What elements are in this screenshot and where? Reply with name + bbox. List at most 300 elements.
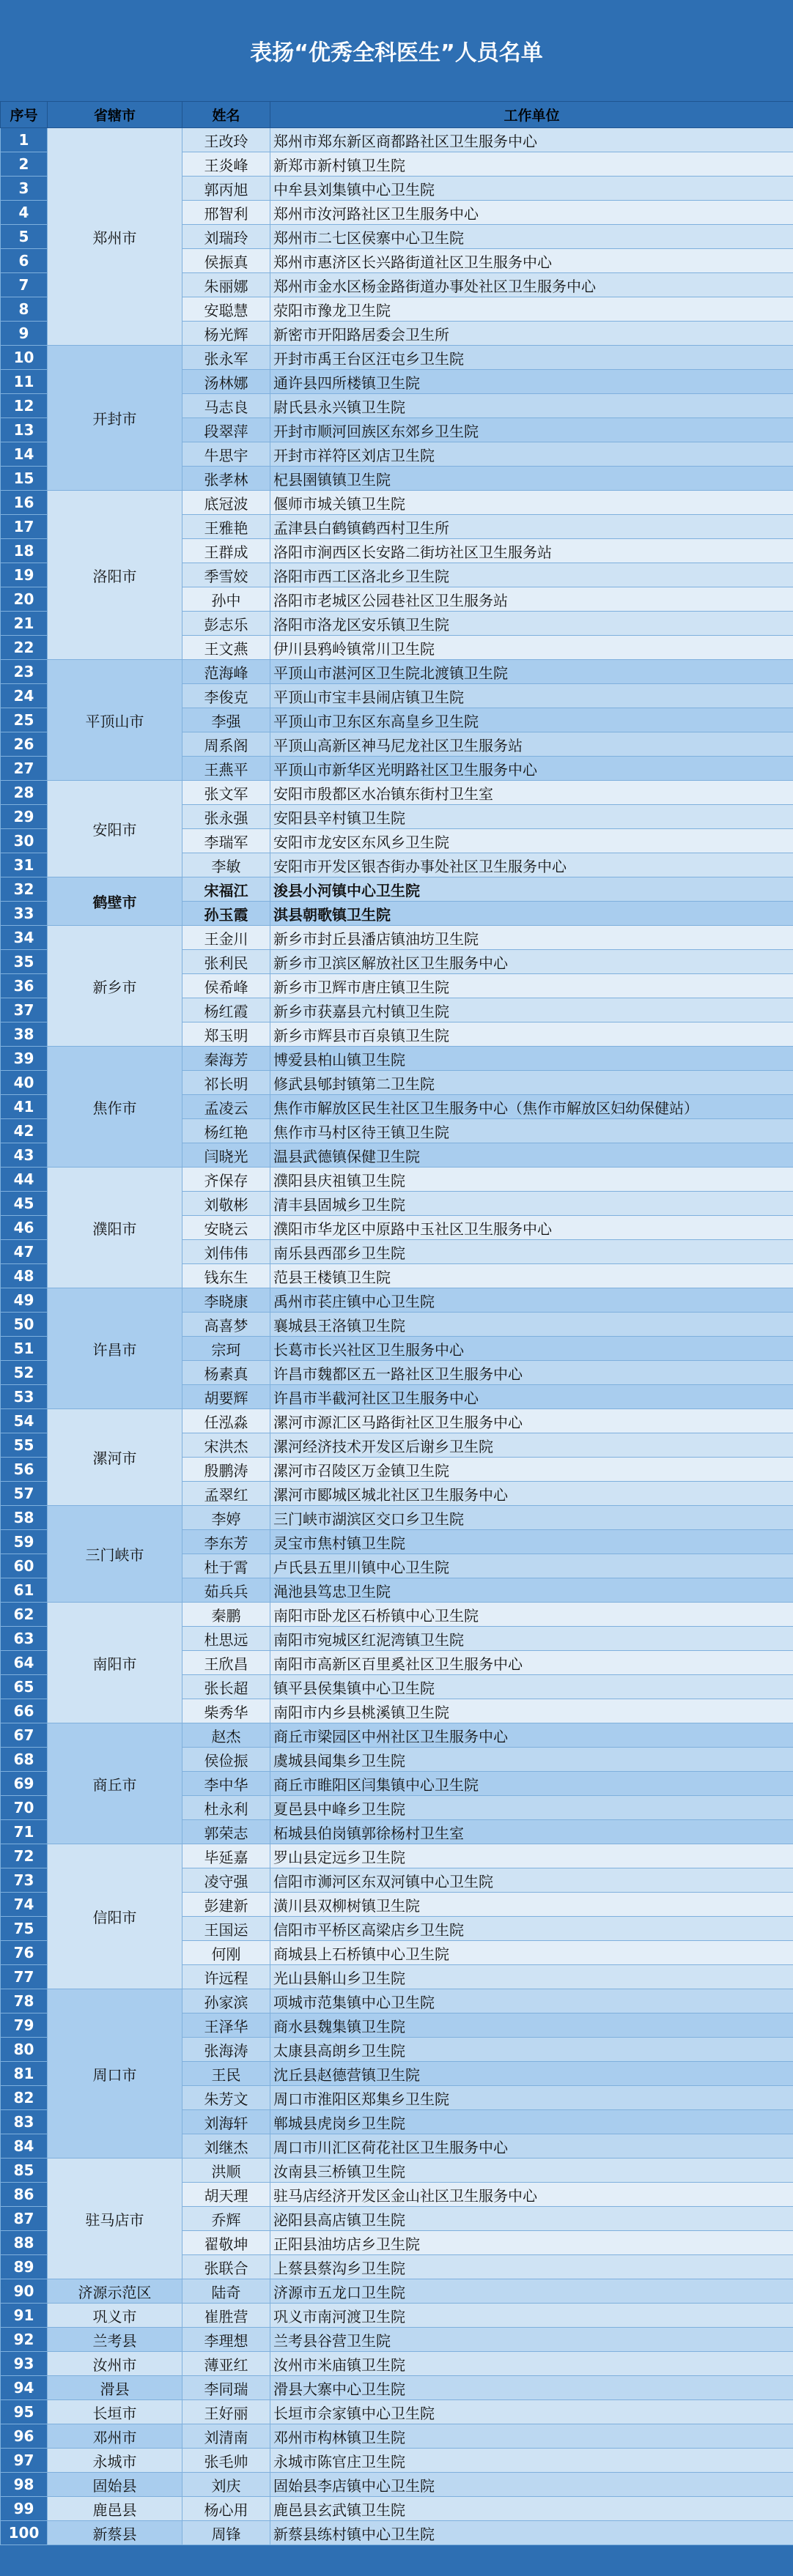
cell-no: 86 xyxy=(1,2183,48,2207)
cell-no: 100 xyxy=(1,2521,48,2545)
cell-name: 柴秀华 xyxy=(182,1699,270,1723)
cell-no: 17 xyxy=(1,515,48,539)
cell-name: 宋福江 xyxy=(182,877,270,902)
cell-name: 郑玉明 xyxy=(182,1022,270,1047)
cell-no: 93 xyxy=(1,2352,48,2376)
cell-name: 安聪慧 xyxy=(182,297,270,322)
cell-name: 朱芳文 xyxy=(182,2086,270,2110)
cell-no: 77 xyxy=(1,1965,48,1989)
cell-unit: 商水县魏集镇卫生院 xyxy=(270,2013,793,2038)
cell-no: 13 xyxy=(1,418,48,442)
cell-city: 焦作市 xyxy=(48,1047,182,1168)
table-row xyxy=(1,926,793,950)
cell-name: 宗珂 xyxy=(182,1337,270,1361)
cell-no: 79 xyxy=(1,2013,48,2038)
cell-unit: 开封市祥符区刘店卫生院 xyxy=(270,442,793,467)
cell-name: 杨光辉 xyxy=(182,322,270,346)
cell-no: 4 xyxy=(1,201,48,225)
cell-no: 8 xyxy=(1,297,48,322)
cell-no: 35 xyxy=(1,950,48,974)
cell-name: 李晓康 xyxy=(182,1288,270,1313)
cell-unit: 偃师市城关镇卫生院 xyxy=(270,491,793,515)
cell-unit: 光山县斛山乡卫生院 xyxy=(270,1965,793,1989)
cell-no: 2 xyxy=(1,152,48,177)
cell-no: 12 xyxy=(1,394,48,418)
cell-name: 李同瑞 xyxy=(182,2376,270,2400)
cell-name: 秦鹏 xyxy=(182,1603,270,1627)
table-row xyxy=(1,660,793,684)
cell-name: 何刚 xyxy=(182,1941,270,1965)
table-row xyxy=(1,1844,793,1868)
cell-city: 巩义市 xyxy=(48,2304,182,2328)
cell-unit: 商丘市睢阳区闫集镇中心卫生院 xyxy=(270,1772,793,1796)
cell-name: 周系阁 xyxy=(182,732,270,757)
cell-unit: 长垣市佘家镇中心卫生院 xyxy=(270,2400,793,2424)
cell-no: 31 xyxy=(1,853,48,877)
cell-unit: 修武县郇封镇第二卫生院 xyxy=(270,1071,793,1095)
cell-unit: 焦作市解放区民生社区卫生服务中心（焦作市解放区妇幼保健站） xyxy=(270,1095,793,1119)
cell-unit: 濮阳县庆祖镇卫生院 xyxy=(270,1168,793,1192)
cell-name: 李敏 xyxy=(182,853,270,877)
cell-no: 89 xyxy=(1,2255,48,2279)
table-row xyxy=(1,877,793,902)
cell-name: 李瑞军 xyxy=(182,829,270,853)
cell-name: 杜于霄 xyxy=(182,1554,270,1578)
cell-name: 安晓云 xyxy=(182,1216,270,1240)
cell-no: 56 xyxy=(1,1458,48,1482)
cell-no: 68 xyxy=(1,1748,48,1772)
cell-city: 许昌市 xyxy=(48,1288,182,1409)
cell-unit: 新郑市新村镇卫生院 xyxy=(270,152,793,177)
cell-name: 侯振真 xyxy=(182,249,270,273)
cell-unit: 漯河市郾城区城北社区卫生服务中心 xyxy=(270,1482,793,1506)
cell-no: 69 xyxy=(1,1772,48,1796)
cell-city: 驻马店市 xyxy=(48,2159,182,2279)
cell-name: 高喜梦 xyxy=(182,1313,270,1337)
cell-no: 46 xyxy=(1,1216,48,1240)
cell-no: 64 xyxy=(1,1651,48,1675)
cell-no: 43 xyxy=(1,1143,48,1168)
cell-unit: 渑池县笃忠卫生院 xyxy=(270,1578,793,1603)
cell-city: 邓州市 xyxy=(48,2424,182,2449)
table-row xyxy=(1,2400,793,2424)
cell-unit: 郑州市郑东新区商都路社区卫生服务中心 xyxy=(270,128,793,152)
cell-no: 14 xyxy=(1,442,48,467)
cell-name: 孟翠红 xyxy=(182,1482,270,1506)
cell-unit: 开封市顺河回族区东郊乡卫生院 xyxy=(270,418,793,442)
cell-city: 三门峡市 xyxy=(48,1506,182,1603)
cell-name: 李理想 xyxy=(182,2328,270,2352)
cell-unit: 新乡市卫辉市唐庄镇卫生院 xyxy=(270,974,793,998)
cell-no: 70 xyxy=(1,1796,48,1820)
cell-unit: 平顶山市卫东区东高皇乡卫生院 xyxy=(270,708,793,732)
cell-name: 底冠波 xyxy=(182,491,270,515)
cell-unit: 开封市禹王台区汪屯乡卫生院 xyxy=(270,346,793,370)
cell-unit: 通许县四所楼镇卫生院 xyxy=(270,370,793,394)
cell-unit: 邓州市构林镇卫生院 xyxy=(270,2424,793,2449)
cell-no: 73 xyxy=(1,1868,48,1893)
cell-name: 杨心用 xyxy=(182,2497,270,2521)
cell-name: 朱丽娜 xyxy=(182,273,270,297)
cell-no: 72 xyxy=(1,1844,48,1868)
cell-unit: 洛阳市老城区公园巷社区卫生服务站 xyxy=(270,587,793,612)
cell-no: 61 xyxy=(1,1578,48,1603)
cell-unit: 汝南县三桥镇卫生院 xyxy=(270,2159,793,2183)
cell-name: 凌守强 xyxy=(182,1868,270,1893)
cell-name: 季雪姣 xyxy=(182,563,270,587)
cell-no: 34 xyxy=(1,926,48,950)
cell-unit: 罗山县定远乡卫生院 xyxy=(270,1844,793,1868)
cell-no: 52 xyxy=(1,1361,48,1385)
cell-no: 7 xyxy=(1,273,48,297)
cell-name: 张联合 xyxy=(182,2255,270,2279)
cell-no: 83 xyxy=(1,2110,48,2134)
table-row xyxy=(1,346,793,370)
cell-unit: 安阳县辛村镇卫生院 xyxy=(270,805,793,829)
cell-city: 汝州市 xyxy=(48,2352,182,2376)
cell-unit: 济源市五龙口卫生院 xyxy=(270,2279,793,2304)
page-title: 表扬“优秀全科医生”人员名单 xyxy=(250,40,543,66)
table-row xyxy=(1,1047,793,1071)
cell-unit: 安阳市殷都区水冶镇东街村卫生室 xyxy=(270,781,793,805)
table-row xyxy=(1,1989,793,2013)
cell-unit: 巩义市南河渡卫生院 xyxy=(270,2304,793,2328)
cell-unit: 滑县大寨中心卫生院 xyxy=(270,2376,793,2400)
cell-name: 薄亚红 xyxy=(182,2352,270,2376)
cell-unit: 沈丘县赵德营镇卫生院 xyxy=(270,2062,793,2086)
cell-unit: 上蔡县蔡沟乡卫生院 xyxy=(270,2255,793,2279)
awardee-table xyxy=(0,101,793,2545)
table-row xyxy=(1,2376,793,2400)
cell-name: 张长超 xyxy=(182,1675,270,1699)
cell-city: 新乡市 xyxy=(48,926,182,1047)
cell-no: 50 xyxy=(1,1313,48,1337)
cell-name: 赵杰 xyxy=(182,1723,270,1748)
cell-no: 32 xyxy=(1,877,48,902)
cell-unit: 新密市开阳路居委会卫生所 xyxy=(270,322,793,346)
cell-no: 44 xyxy=(1,1168,48,1192)
cell-no: 20 xyxy=(1,587,48,612)
cell-city: 济源示范区 xyxy=(48,2279,182,2304)
cell-name: 胡要辉 xyxy=(182,1385,270,1409)
table-row xyxy=(1,1409,793,1433)
cell-name: 洪顺 xyxy=(182,2159,270,2183)
table-row xyxy=(1,2497,793,2521)
table-row xyxy=(1,1603,793,1627)
cell-no: 21 xyxy=(1,612,48,636)
cell-name: 闫晓光 xyxy=(182,1143,270,1168)
cell-unit: 杞县圉镇镇卫生院 xyxy=(270,467,793,491)
cell-unit: 漯河市源汇区马路街社区卫生服务中心 xyxy=(270,1409,793,1433)
cell-city: 鹤壁市 xyxy=(48,877,182,926)
cell-no: 94 xyxy=(1,2376,48,2400)
cell-no: 42 xyxy=(1,1119,48,1143)
table-row xyxy=(1,1506,793,1530)
cell-no: 27 xyxy=(1,757,48,781)
cell-no: 45 xyxy=(1,1192,48,1216)
cell-unit: 襄城县王洛镇卫生院 xyxy=(270,1313,793,1337)
cell-unit: 清丰县固城乡卫生院 xyxy=(270,1192,793,1216)
cell-unit: 平顶山市宝丰县闹店镇卫生院 xyxy=(270,684,793,708)
cell-name: 刘庆 xyxy=(182,2473,270,2497)
cell-unit: 周口市川汇区荷花社区卫生服务中心 xyxy=(270,2134,793,2159)
cell-no: 62 xyxy=(1,1603,48,1627)
cell-name: 张毛帅 xyxy=(182,2449,270,2473)
cell-unit: 中牟县刘集镇中心卫生院 xyxy=(270,177,793,201)
cell-name: 范海峰 xyxy=(182,660,270,684)
cell-city: 商丘市 xyxy=(48,1723,182,1844)
cell-name: 王金川 xyxy=(182,926,270,950)
cell-unit: 漯河市召陵区万金镇卫生院 xyxy=(270,1458,793,1482)
cell-unit: 新蔡县练村镇中心卫生院 xyxy=(270,2521,793,2545)
cell-unit: 尉氏县永兴镇卫生院 xyxy=(270,394,793,418)
table-row xyxy=(1,2328,793,2352)
cell-name: 张孝林 xyxy=(182,467,270,491)
cell-no: 82 xyxy=(1,2086,48,2110)
cell-unit: 漯河经济技术开发区后谢乡卫生院 xyxy=(270,1433,793,1458)
cell-no: 75 xyxy=(1,1917,48,1941)
cell-name: 齐保存 xyxy=(182,1168,270,1192)
cell-no: 80 xyxy=(1,2038,48,2062)
cell-city: 固始县 xyxy=(48,2473,182,2497)
cell-no: 97 xyxy=(1,2449,48,2473)
header-name: 姓名 xyxy=(182,102,270,128)
cell-city: 濮阳市 xyxy=(48,1168,182,1288)
cell-unit: 长葛市长兴社区卫生服务中心 xyxy=(270,1337,793,1361)
table-row xyxy=(1,1288,793,1313)
cell-unit: 周口市淮阳区郑集乡卫生院 xyxy=(270,2086,793,2110)
cell-city: 南阳市 xyxy=(48,1603,182,1723)
cell-name: 孙玉霞 xyxy=(182,902,270,926)
cell-no: 5 xyxy=(1,225,48,249)
cell-city: 平顶山市 xyxy=(48,660,182,781)
cell-no: 41 xyxy=(1,1095,48,1119)
cell-name: 宋洪杰 xyxy=(182,1433,270,1458)
cell-unit: 濮阳市华龙区中原路中玉社区卫生服务中心 xyxy=(270,1216,793,1240)
cell-city: 郑州市 xyxy=(48,128,182,346)
cell-no: 40 xyxy=(1,1071,48,1095)
cell-name: 周锋 xyxy=(182,2521,270,2545)
cell-name: 刘敬彬 xyxy=(182,1192,270,1216)
cell-unit: 柘城县伯岗镇郭徐杨村卫生室 xyxy=(270,1820,793,1844)
cell-no: 88 xyxy=(1,2231,48,2255)
cell-no: 58 xyxy=(1,1506,48,1530)
cell-name: 乔辉 xyxy=(182,2207,270,2231)
cell-unit: 南阳市高新区百里奚社区卫生服务中心 xyxy=(270,1651,793,1675)
cell-unit: 驻马店经济开发区金山社区卫生服务中心 xyxy=(270,2183,793,2207)
cell-no: 74 xyxy=(1,1893,48,1917)
cell-name: 王改玲 xyxy=(182,128,270,152)
cell-name: 王炎峰 xyxy=(182,152,270,177)
cell-unit: 范县王楼镇卫生院 xyxy=(270,1264,793,1288)
cell-name: 刘伟伟 xyxy=(182,1240,270,1264)
cell-name: 王燕平 xyxy=(182,757,270,781)
cell-no: 25 xyxy=(1,708,48,732)
cell-unit: 新乡市封丘县潘店镇油坊卫生院 xyxy=(270,926,793,950)
cell-no: 19 xyxy=(1,563,48,587)
cell-unit: 淇县朝歌镇卫生院 xyxy=(270,902,793,926)
cell-name: 张永军 xyxy=(182,346,270,370)
cell-name: 钱东生 xyxy=(182,1264,270,1288)
cell-name: 王好丽 xyxy=(182,2400,270,2424)
cell-no: 28 xyxy=(1,781,48,805)
cell-unit: 南阳市宛城区红泥湾镇卫生院 xyxy=(270,1627,793,1651)
cell-unit: 平顶山高新区神马尼龙社区卫生服务站 xyxy=(270,732,793,757)
table-row xyxy=(1,781,793,805)
cell-unit: 郑州市惠济区长兴路街道社区卫生服务中心 xyxy=(270,249,793,273)
cell-unit: 信阳市浉河区东双河镇中心卫生院 xyxy=(270,1868,793,1893)
cell-unit: 安阳市开发区银杏街办事处社区卫生服务中心 xyxy=(270,853,793,877)
cell-unit: 镇平县侯集镇中心卫生院 xyxy=(270,1675,793,1699)
cell-no: 84 xyxy=(1,2134,48,2159)
cell-name: 邢智利 xyxy=(182,201,270,225)
cell-name: 汤林娜 xyxy=(182,370,270,394)
cell-name: 许远程 xyxy=(182,1965,270,1989)
cell-no: 15 xyxy=(1,467,48,491)
cell-city: 洛阳市 xyxy=(48,491,182,660)
cell-unit: 郑州市汝河路社区卫生服务中心 xyxy=(270,201,793,225)
cell-name: 孙家滨 xyxy=(182,1989,270,2013)
cell-unit: 洛阳市涧西区长安路二街坊社区卫生服务站 xyxy=(270,539,793,563)
cell-no: 85 xyxy=(1,2159,48,2183)
cell-name: 李婷 xyxy=(182,1506,270,1530)
cell-no: 6 xyxy=(1,249,48,273)
cell-no: 30 xyxy=(1,829,48,853)
cell-unit: 安阳市龙安区东风乡卫生院 xyxy=(270,829,793,853)
cell-name: 王泽华 xyxy=(182,2013,270,2038)
cell-unit: 鹿邑县玄武镇卫生院 xyxy=(270,2497,793,2521)
cell-name: 王民 xyxy=(182,2062,270,2086)
cell-name: 李强 xyxy=(182,708,270,732)
cell-name: 段翠萍 xyxy=(182,418,270,442)
cell-city: 滑县 xyxy=(48,2376,182,2400)
cell-unit: 洛阳市西工区洛北乡卫生院 xyxy=(270,563,793,587)
cell-unit: 许昌市魏都区五一路社区卫生服务中心 xyxy=(270,1361,793,1385)
cell-name: 马志良 xyxy=(182,394,270,418)
cell-unit: 荥阳市豫龙卫生院 xyxy=(270,297,793,322)
cell-no: 22 xyxy=(1,636,48,660)
cell-no: 65 xyxy=(1,1675,48,1699)
header-no: 序号 xyxy=(1,102,48,128)
cell-unit: 潢川县双柳树镇卫生院 xyxy=(270,1893,793,1917)
cell-unit: 平顶山市新华区光明路社区卫生服务中心 xyxy=(270,757,793,781)
cell-unit: 汝州市米庙镇卫生院 xyxy=(270,2352,793,2376)
cell-name: 茹兵兵 xyxy=(182,1578,270,1603)
cell-no: 18 xyxy=(1,539,48,563)
cell-name: 任泓淼 xyxy=(182,1409,270,1433)
cell-unit: 正阳县油坊店乡卫生院 xyxy=(270,2231,793,2255)
cell-unit: 伊川县鸦岭镇常川卫生院 xyxy=(270,636,793,660)
cell-name: 侯俭振 xyxy=(182,1748,270,1772)
cell-name: 李俊克 xyxy=(182,684,270,708)
table-row xyxy=(1,1168,793,1192)
cell-unit: 灵宝市焦村镇卫生院 xyxy=(270,1530,793,1554)
cell-unit: 信阳市平桥区高梁店乡卫生院 xyxy=(270,1917,793,1941)
cell-unit: 商丘市梁园区中州社区卫生服务中心 xyxy=(270,1723,793,1748)
cell-name: 王雅艳 xyxy=(182,515,270,539)
cell-no: 55 xyxy=(1,1433,48,1458)
cell-name: 张利民 xyxy=(182,950,270,974)
cell-city: 安阳市 xyxy=(48,781,182,877)
cell-name: 刘清南 xyxy=(182,2424,270,2449)
cell-city: 新蔡县 xyxy=(48,2521,182,2545)
cell-name: 张海涛 xyxy=(182,2038,270,2062)
cell-no: 47 xyxy=(1,1240,48,1264)
cell-no: 51 xyxy=(1,1337,48,1361)
cell-name: 王国运 xyxy=(182,1917,270,1941)
cell-unit: 郑州市二七区侯寨中心卫生院 xyxy=(270,225,793,249)
cell-city: 周口市 xyxy=(48,1989,182,2159)
cell-no: 78 xyxy=(1,1989,48,2013)
cell-no: 57 xyxy=(1,1482,48,1506)
cell-unit: 许昌市半截河社区卫生服务中心 xyxy=(270,1385,793,1409)
cell-name: 彭志乐 xyxy=(182,612,270,636)
cell-unit: 新乡市获嘉县亢村镇卫生院 xyxy=(270,998,793,1022)
cell-city: 信阳市 xyxy=(48,1844,182,1989)
cell-no: 53 xyxy=(1,1385,48,1409)
cell-no: 11 xyxy=(1,370,48,394)
cell-name: 李东芳 xyxy=(182,1530,270,1554)
cell-no: 33 xyxy=(1,902,48,926)
cell-name: 侯希峰 xyxy=(182,974,270,998)
cell-unit: 博爱县柏山镇卫生院 xyxy=(270,1047,793,1071)
cell-name: 陆奇 xyxy=(182,2279,270,2304)
cell-no: 9 xyxy=(1,322,48,346)
cell-no: 54 xyxy=(1,1409,48,1433)
cell-name: 刘海轩 xyxy=(182,2110,270,2134)
table-row xyxy=(1,2449,793,2473)
cell-name: 翟敬坤 xyxy=(182,2231,270,2255)
cell-name: 王文燕 xyxy=(182,636,270,660)
cell-no: 71 xyxy=(1,1820,48,1844)
cell-unit: 禹州市苌庄镇中心卫生院 xyxy=(270,1288,793,1313)
cell-no: 26 xyxy=(1,732,48,757)
cell-unit: 虞城县闻集乡卫生院 xyxy=(270,1748,793,1772)
cell-name: 杜永利 xyxy=(182,1796,270,1820)
cell-name: 牛思宇 xyxy=(182,442,270,467)
table-row xyxy=(1,128,793,152)
cell-no: 91 xyxy=(1,2304,48,2328)
cell-city: 鹿邑县 xyxy=(48,2497,182,2521)
cell-no: 23 xyxy=(1,660,48,684)
cell-unit: 三门峡市湖滨区交口乡卫生院 xyxy=(270,1506,793,1530)
cell-name: 毕延嘉 xyxy=(182,1844,270,1868)
cell-name: 彭建新 xyxy=(182,1893,270,1917)
cell-name: 张永强 xyxy=(182,805,270,829)
cell-name: 杜思远 xyxy=(182,1627,270,1651)
header-city: 省辖市 xyxy=(48,102,182,128)
cell-unit: 卢氏县五里川镇中心卫生院 xyxy=(270,1554,793,1578)
cell-unit: 郑州市金水区杨金路街道办事处社区卫生服务中心 xyxy=(270,273,793,297)
cell-unit: 太康县高朗乡卫生院 xyxy=(270,2038,793,2062)
cell-name: 崔胜营 xyxy=(182,2304,270,2328)
cell-no: 98 xyxy=(1,2473,48,2497)
cell-no: 10 xyxy=(1,346,48,370)
cell-unit: 温县武德镇保健卫生院 xyxy=(270,1143,793,1168)
table-row xyxy=(1,2424,793,2449)
cell-no: 48 xyxy=(1,1264,48,1288)
cell-no: 87 xyxy=(1,2207,48,2231)
table-row xyxy=(1,2159,793,2183)
header-unit: 工作单位 xyxy=(270,102,793,128)
cell-no: 90 xyxy=(1,2279,48,2304)
table-row xyxy=(1,2473,793,2497)
cell-unit: 南乐县西邵乡卫生院 xyxy=(270,1240,793,1264)
cell-no: 39 xyxy=(1,1047,48,1071)
cell-unit: 兰考县谷营卫生院 xyxy=(270,2328,793,2352)
cell-name: 刘继杰 xyxy=(182,2134,270,2159)
cell-no: 59 xyxy=(1,1530,48,1554)
